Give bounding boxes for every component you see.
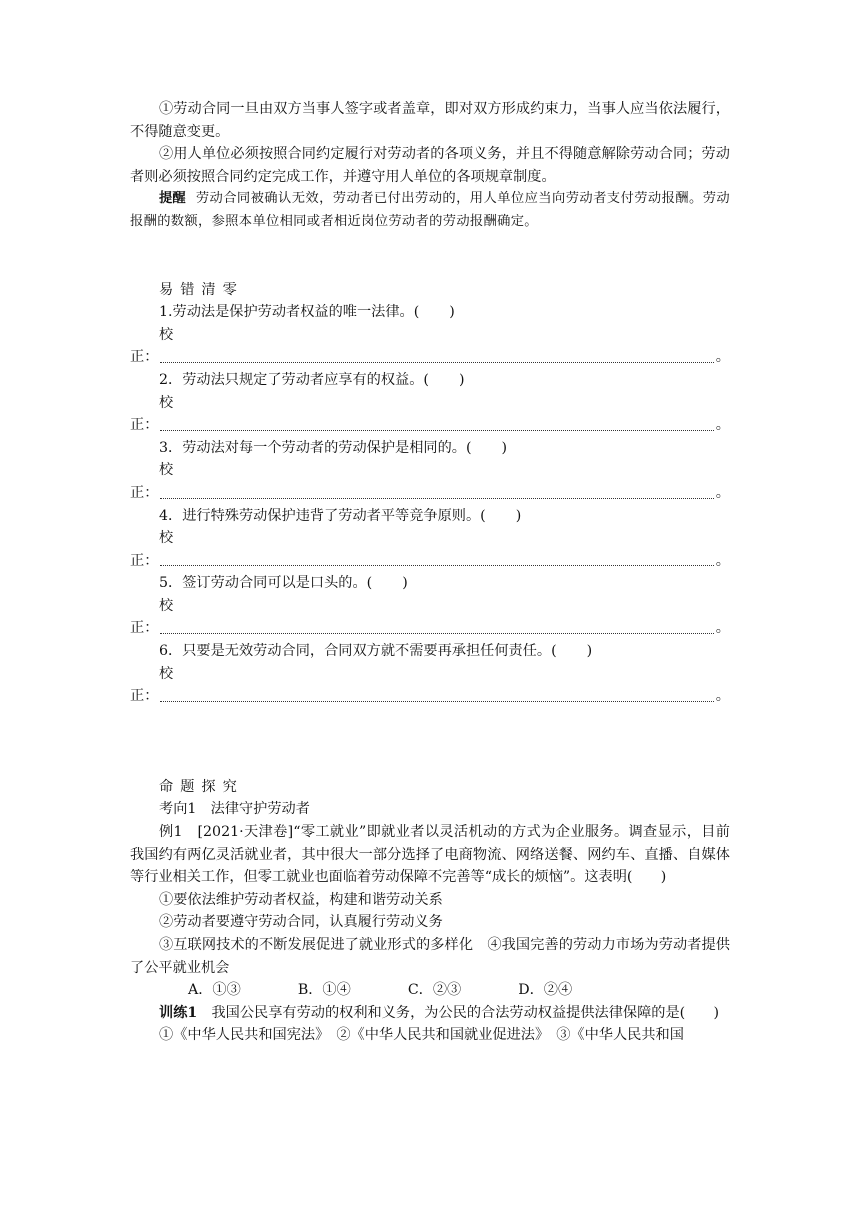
training-question [130, 1002, 730, 1025]
error-item-text: 5．签订劳动合同可以是口头的。( [159, 575, 373, 592]
reminder-note [130, 188, 730, 233]
error-item-close: ) [449, 304, 455, 321]
correction-dotted-blank[interactable] [160, 362, 713, 363]
correction-dotted-blank[interactable] [160, 430, 713, 431]
statement-3-4: ③互联网技术的不断发展促进了就业形式的多样化 ④我国完善的劳动力市场为劳动者提供了公平就业机会 [130, 937, 730, 976]
section-heading-exploration: 命题探究 [159, 778, 244, 795]
correction-line [130, 685, 730, 708]
error-item-question [130, 437, 730, 460]
example-text: “零工就业”即就业者以灵活机动的方式为企业服务。调查显示，目前我国约有两亿灵活就业者，其中很大一部分选择了电商物流、网络送餐、网约车、直播、自媒体等行业相关工作，但零工就业也面临着劳动保障不完善等“成长的烦恼”。这表明( ) [130, 824, 730, 886]
error-items-list [130, 301, 730, 708]
error-item-close: ) [515, 507, 522, 524]
statement-2: ②劳动者要遵守劳动合同，认真履行劳动义务 [159, 914, 443, 931]
correction-line [130, 617, 730, 640]
error-item-text: 2．劳动法只规定了劳动者应享有的权益。( [159, 371, 429, 388]
correction-end-mark: 。 [715, 484, 730, 501]
correction-line [130, 346, 730, 369]
correction-label-bottom: 正： [130, 688, 159, 705]
option-b: B．①④ [297, 982, 351, 999]
reminder-label: 提醒 [159, 191, 186, 207]
error-item-close: ) [458, 371, 465, 388]
correction-label-top: 校 [159, 394, 174, 411]
correction-end-mark: 。 [715, 620, 730, 637]
correction-dotted-blank[interactable] [160, 565, 713, 566]
reminder-text: 劳动合同被确认无效，劳动者已付出劳动的，用人单位应当向劳动者支付劳动报酬。劳动报酬的数额，参照本单位相同或者相近岗位劳动者的劳动报酬确定。 [130, 191, 731, 229]
training-label: 训练1 [159, 1004, 198, 1021]
exam-direction-title: 考向1 法律守护劳动者 [159, 801, 310, 818]
training-text: 我国公民享有劳动的权利和义务，为公民的合法劳动权益提供法律保障的是( ) [211, 1004, 720, 1021]
error-item-question [130, 301, 730, 324]
error-item-close: ) [501, 439, 508, 456]
error-item-close: ) [586, 643, 593, 660]
correction-label-bottom: 正： [130, 484, 159, 501]
correction-dotted-blank[interactable] [160, 498, 713, 499]
correction-end-mark: 。 [715, 417, 730, 434]
paragraph-obligations: ②用人单位必须按照合同约定履行对劳动者的各项义务，并且不得随意解除劳动合同；劳动者则必须按照合同约定完成工作，并遵守用人单位的各项规章制度。 [130, 146, 730, 185]
exploration-section [130, 776, 730, 1047]
correction-dotted-blank[interactable] [160, 701, 713, 702]
correction-label-bottom: 正： [130, 349, 159, 366]
statement-1: ①要依法维护劳动者权益，构建和谐劳动关系 [159, 891, 443, 908]
option-c: C．②③ [407, 982, 462, 999]
error-item-question [130, 505, 730, 528]
error-item-text: 4．进行特殊劳动保护违背了劳动者平等竞争原则。( [159, 507, 486, 524]
correction-label-top: 校 [159, 326, 174, 343]
error-item-text: 3．劳动法对每一个劳动者的劳动保护是相同的。( [159, 439, 472, 456]
correction-end-mark: 。 [715, 688, 730, 705]
correction-label-top: 校 [159, 530, 174, 547]
example-question [130, 821, 730, 889]
error-item-text: 6．只要是无效劳动合同，合同双方就不需要再承担任何责任。( [159, 643, 557, 660]
error-item-question [130, 369, 730, 392]
example-source: [2021·天津卷] [197, 824, 294, 841]
option-a: A．①③ [188, 982, 241, 999]
correction-label-top: 校 [159, 665, 174, 682]
error-item-close: ) [402, 575, 408, 592]
correction-label-bottom: 正： [130, 417, 159, 434]
example-label: 例1 [159, 824, 183, 841]
error-item-question [130, 572, 730, 595]
intro-section [130, 98, 730, 234]
correction-line [130, 482, 730, 505]
correction-label-top: 校 [159, 597, 174, 614]
option-d: D．②④ [518, 982, 573, 999]
correction-end-mark: 。 [715, 349, 730, 366]
error-item-text: 1.劳动法是保护劳动者权益的唯一法律。( [159, 304, 420, 321]
paragraph-contract-binding: ①劳动合同一旦由双方当事人签字或者盖章，即对双方形成约束力，当事人应当依法履行，不得随意变更。 [130, 101, 730, 140]
document-page [130, 98, 730, 1047]
error-item-question [130, 640, 730, 663]
training-items: ①《中华人民共和国宪法》 ②《中华人民共和国就业促进法》 ③《中华人民共和国 [159, 1027, 684, 1044]
correction-dotted-blank[interactable] [160, 633, 713, 634]
correction-label-bottom: 正： [130, 620, 159, 637]
correction-label-bottom: 正： [130, 552, 159, 569]
correction-end-mark: 。 [715, 552, 730, 569]
correction-line [130, 414, 730, 437]
error-correction-section [130, 279, 730, 708]
correction-label-top: 校 [159, 462, 174, 479]
answer-options [130, 979, 730, 1002]
correction-line [130, 550, 730, 573]
section-heading-errors: 易错清零 [159, 281, 244, 298]
